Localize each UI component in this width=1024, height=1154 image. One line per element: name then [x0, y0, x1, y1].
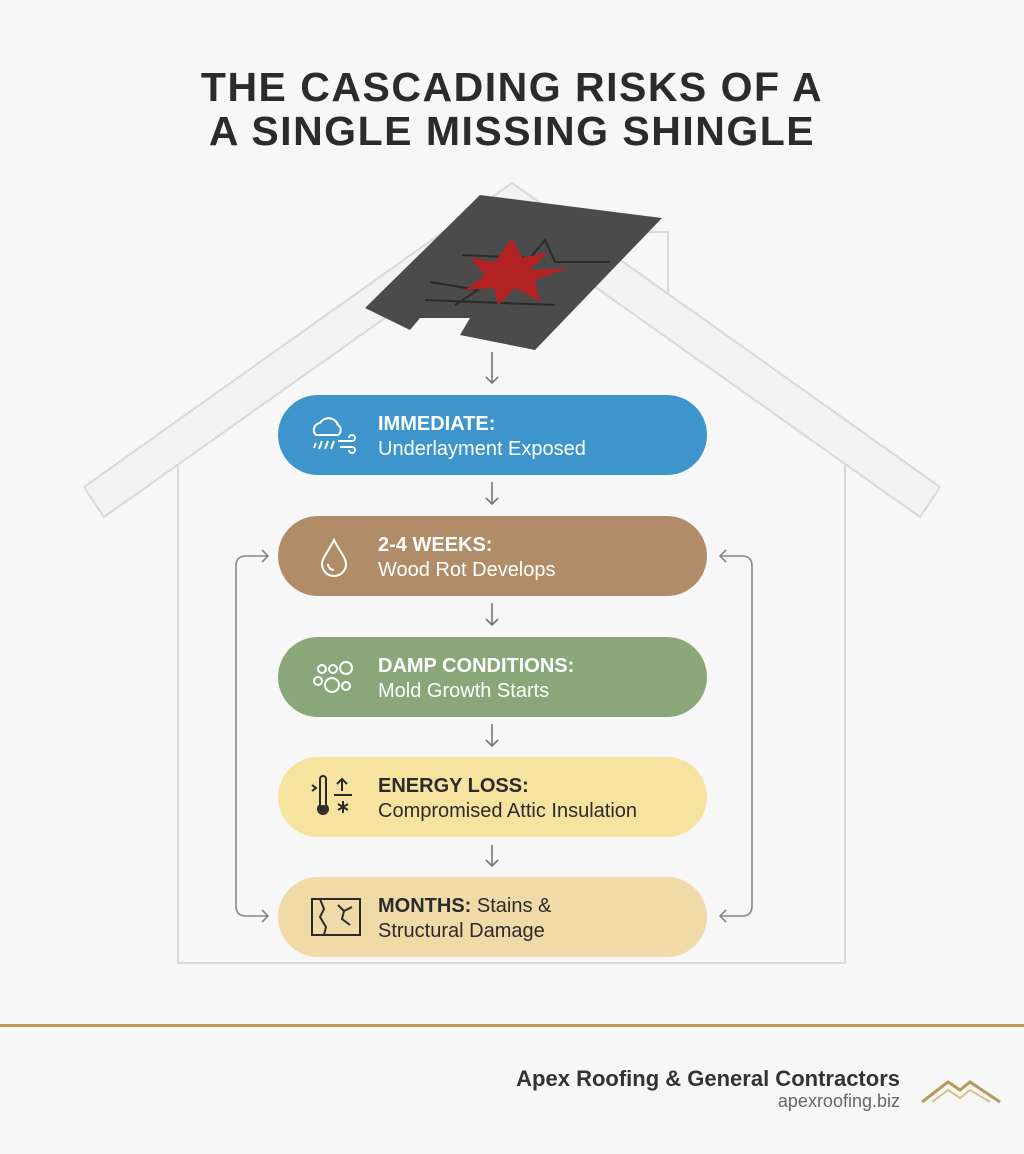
rain-wind-icon: [308, 413, 364, 457]
step-immediate: [278, 395, 707, 475]
step-damp-conditions: [278, 637, 707, 717]
feedback-loop-arrows: [236, 550, 752, 922]
water-drop-icon: [308, 534, 364, 578]
step-detail: Compromised Attic Insulation: [378, 800, 638, 822]
company-url: apexroofing.biz: [777, 1091, 900, 1111]
roof-logo-icon: [920, 1078, 1002, 1104]
step-label: 2-4 WEEKS:: [378, 534, 493, 556]
step-label: ENERGY LOSS:: [378, 775, 529, 797]
title-line-1: THE CASCADING RISKS OF A: [200, 64, 824, 110]
step-detail: Stains &: [476, 895, 552, 917]
thermometer-icon: [308, 775, 364, 819]
step-label: IMMEDIATE:: [378, 413, 496, 435]
step-label: MONTHS:: [378, 895, 472, 917]
mold-spores-icon: [308, 655, 364, 699]
cracked-wall-icon: [308, 895, 364, 939]
step-2-4-weeks: [278, 516, 707, 596]
step-detail: Wood Rot Develops: [378, 559, 556, 581]
footer-divider: [0, 1024, 1024, 1027]
company-name: Apex Roofing & General Contractors: [516, 1066, 900, 1091]
step-detail: Mold Growth Starts: [378, 680, 550, 702]
title-line-2: A SINGLE MISSING SHINGLE: [208, 108, 816, 154]
step-label: DAMP CONDITIONS:: [378, 655, 575, 677]
step-energy-loss: [278, 757, 707, 837]
step-detail: Underlayment Exposed: [378, 438, 586, 460]
step-months: MONTHS: Stains & Structural Damage: [278, 877, 707, 957]
